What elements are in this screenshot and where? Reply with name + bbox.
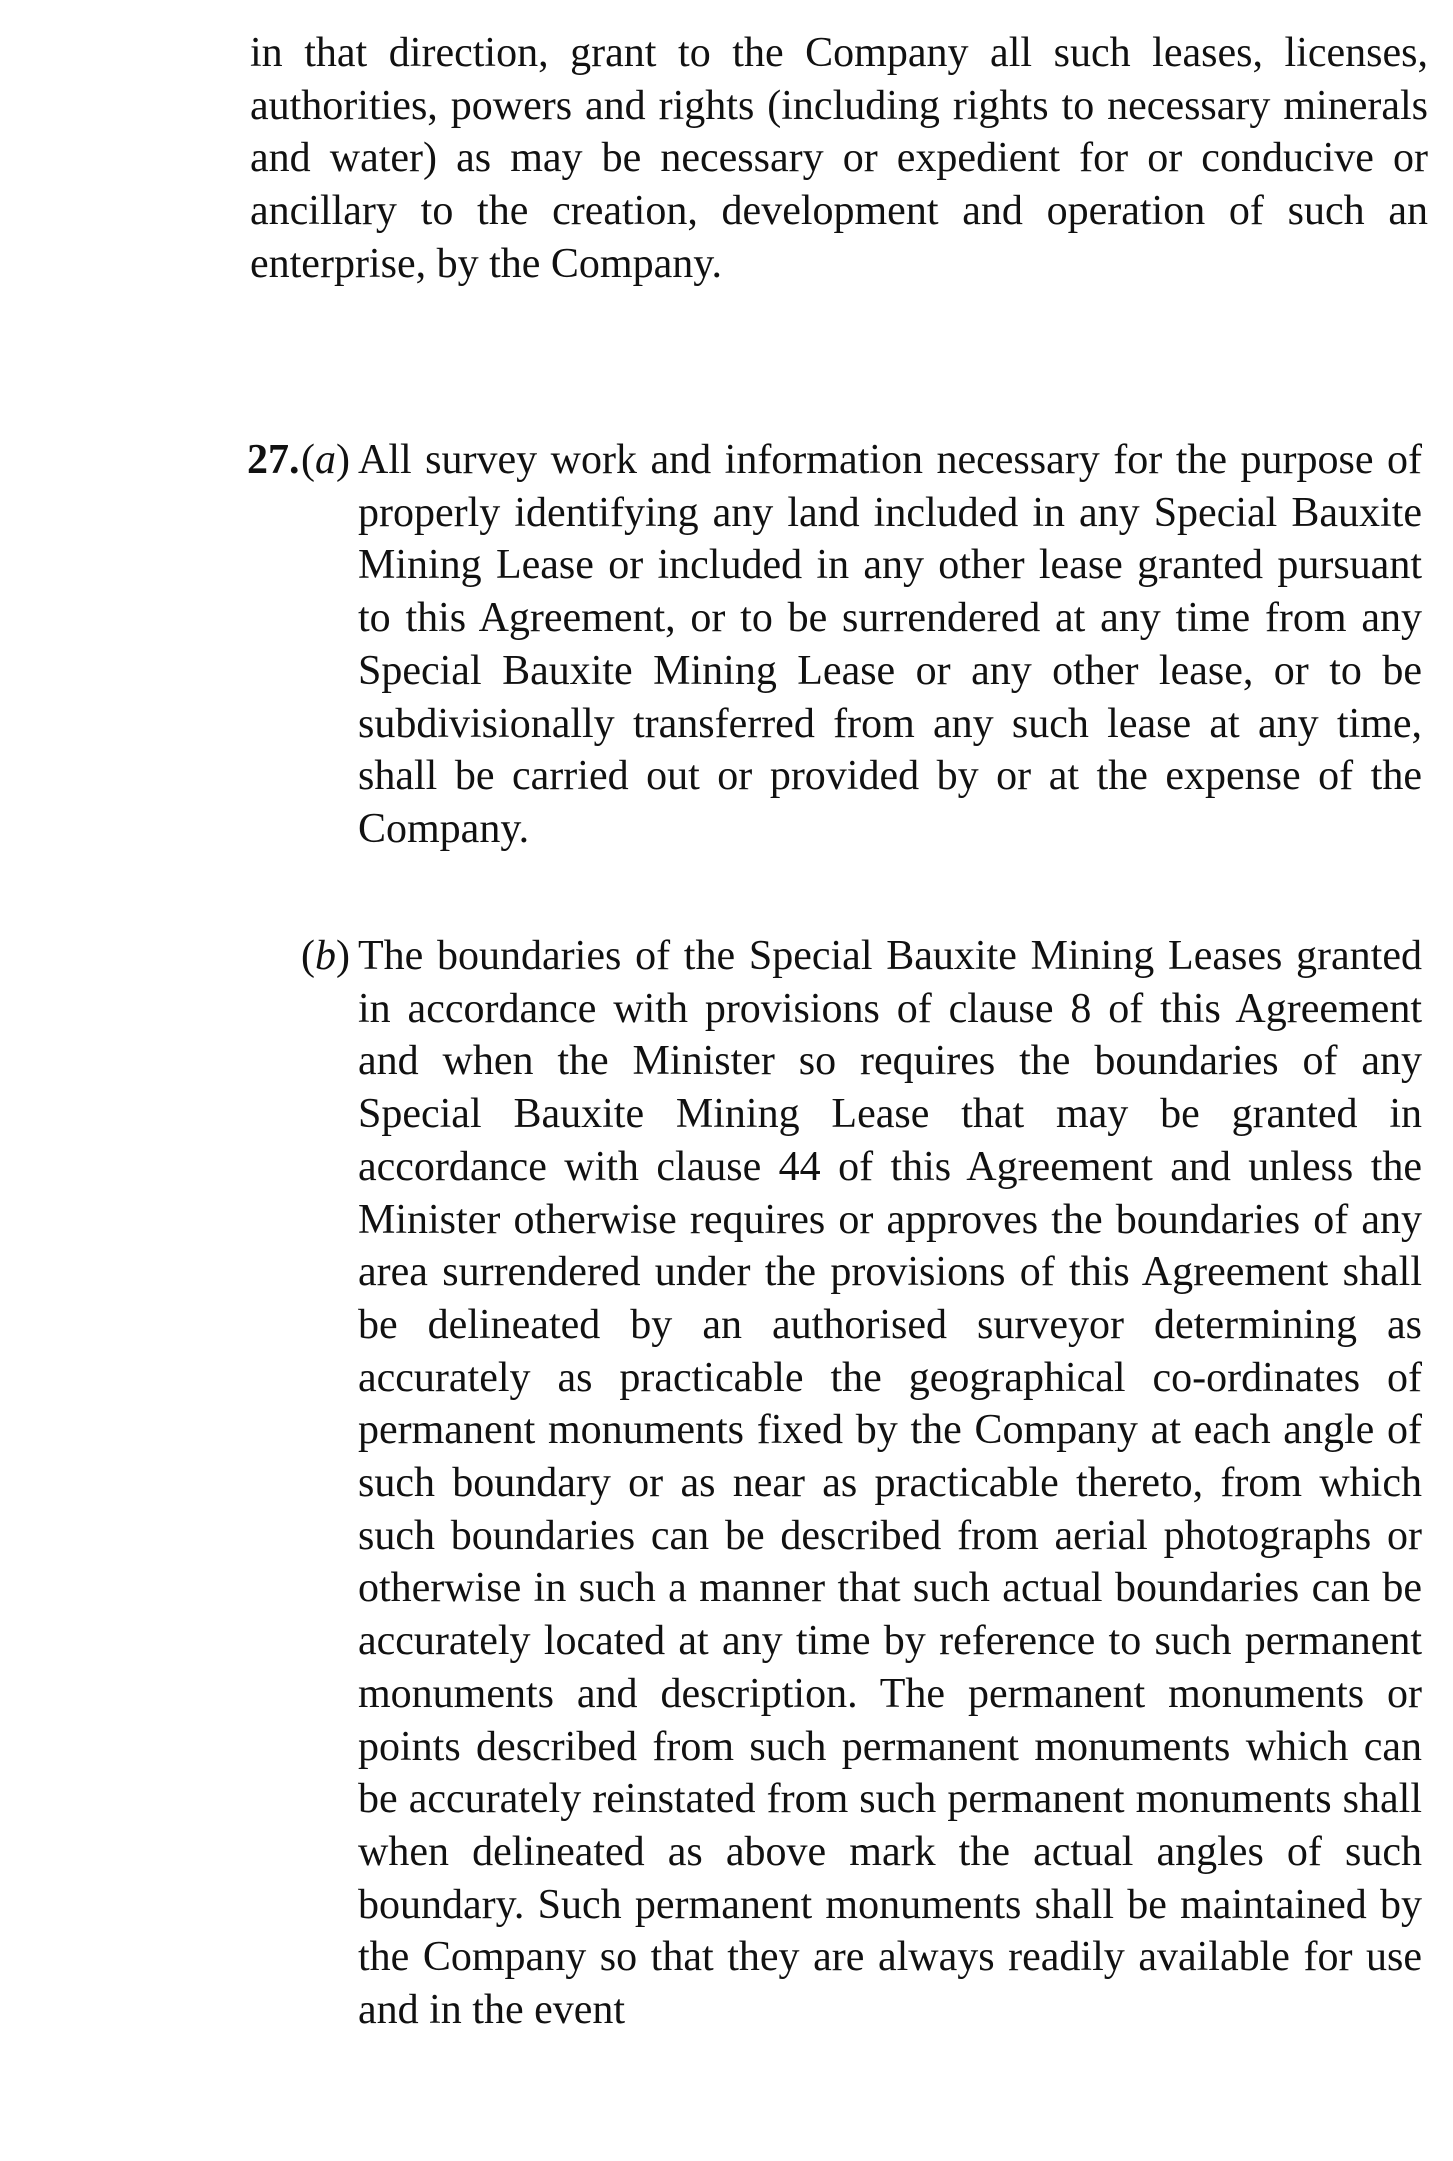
subclause-b-label-open: ( <box>301 933 315 979</box>
subclause-a-text: All survey work and information necessary for the purpose of properly identifying any land included in any Special Bauxite Mining Lease or included in any other lease granted pursuant to this Agreement, or to be surrendered at any time from any Special Bauxite Mining Lease or any other lease, or to be subdivisionally transferred from any such lease at any time, shall be carried out or provided by or at the expense of the Company. <box>358 437 1422 852</box>
subclause-a-label-open: ( <box>301 437 315 483</box>
subclause-b-text: The boundaries of the Special Bauxite Mining Leases granted in accordance with provisions of clause 8 of this Agreement and when the Minister so requires the boundaries of any Special Bauxite Mining Lease that may be granted in accordance with clause 44 of this Agreement and unless the Minister otherwise requires or approves the boundaries of any area surrendered under the provisions of this Agreement shall be delineated by an authorised surveyor determining as accurately as practicable the geographical co-ordinates of permanent monuments fixed by the Company at each angle of such boundary or as near as practicable thereto, from which such boundaries can be described from aerial photographs or otherwise in such a manner that such actual boundaries can be accurately located at any time by reference to such permanent monuments and description. The permanent monuments or points described from such permanent monuments which can be accurately reinstated from such permanent monuments shall when delineated as above mark the actual angles of such boundary. Such permanent monuments shall be maintained by the Company so that they are always readily available for use and in the event <box>358 933 1422 2034</box>
subclause-b-label-close: ) <box>336 933 350 979</box>
subclause-a-label <box>301 434 350 487</box>
subclause-a-label-letter: a <box>315 437 336 483</box>
intro-paragraph: in that direction, grant to the Company all such leases, licenses, authorities, powers and rights (including rights to necessary minerals and water) as may be necessary or expedient for or conducive or ancillary to the creation, development and operation of such an enterprise, by the Company. <box>250 30 1428 287</box>
clause-number: 27. <box>247 437 300 483</box>
subclause-a-label-close: ) <box>336 437 350 483</box>
subclause-b-label-letter: b <box>315 933 336 979</box>
subclause-b-label <box>301 930 350 983</box>
